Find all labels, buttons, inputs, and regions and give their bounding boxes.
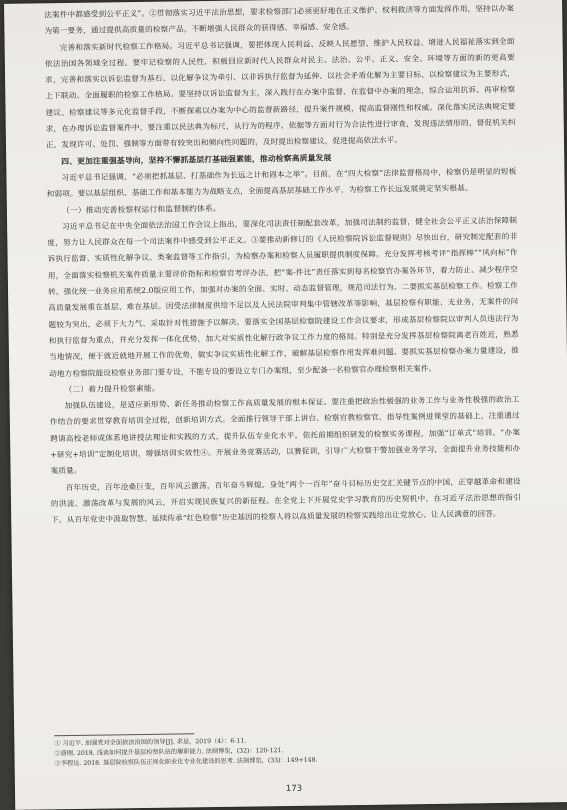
paragraph: 加强队伍建设，是适应新形势、新任务推动检察工作高质量发展的根本保证。要注重把政治性极强的业务工作与业务性极强的政治工作结合的要求贯穿教育培训全过程，创新培训方式。全面推行领导干部上讲台、检察官教检察官、指导性案例进课堂的基础上，注重通过聘请高校老师或体系地讲授法理论和实践的方式，提升队伍专业化水平。依托前期组织研发的检察实务课程，加强“订单式”培训、“办案+研究+培训”定制化培训，增强培训实效性④。开展业务竞赛活动，以赛促训，引导广大检察干警加强业务学习，全面提升业务技能和办案质量。: [49, 394, 521, 476]
body-text: [44, 1, 521, 529]
footnote: ③李程远. 2018. 基层院检察队伍正规化职业化专业化建设的思考. 法制博览，(33)：149+148.: [54, 756, 318, 768]
page-number: 173: [285, 783, 303, 795]
subsection-heading: （二）着力提升检察素能。: [64, 383, 160, 394]
book-page: [4, 0, 567, 810]
footnotes: [54, 733, 524, 770]
paragraph: 百年历史，百年沧桑巨变，百年风云激荡，百年奋斗辉煌。身处“两个一百年”奋斗目标历史交汇关键节点的中国，正穿越革命和建设的洪流、激荡改革与发展的风云，开启实现民族复兴的新征程。在全党上下开展党史学习教育的历史契机中，在习近平法治思想的指引下，从百年党史中汲取智慧、延续传承“红色检察”历史基因的检察人将以高质量发展的检察实践给出让党放心、让人民满意的回答。: [50, 476, 522, 525]
paragraph: 法案件中都感受到公平正义”。②贯彻落实习近平法治思想，要求检察部门必须更好地在正义维护、权利救济等方面发挥作用，坚持以办案为第一要务，通过提供高质量的检察产品，不断增强人民群众的获得感、幸福感、安全感。: [44, 3, 515, 36]
paragraph: 习近平总书记强调，“必须把抓基层、打基础作为长远之计和固本之举”。目前，在“四大检察”法律监督格局中，检察仍是明显的短板和弱项。要以基层组织、基础工作和基本能力为战略支点，全面提高基层基础工作水平，为检察工作长远发展奠定坚实根基。: [46, 166, 517, 199]
paragraph: 完善和落实新时代检察工作格局。习近平总书记强调，要把体现人民利益、反映人民愿望、维护人民权益、增进人民福祉落实到全面依法治国各领域全过程。要牢记检察的人民性，积极回应新时代人民群众对民主、法治、公平、正义、安全、环境等方面的新的更高要求，完善和落实以诉讼监督为基石、以化解争议为牵引、以非诉执行监督为延伸、以社会矛盾化解为主要目标、以检察建议为主要形式，上下联动、全面履职的检察工作格局。要坚持以诉讼监督为主，深入践行在办案中监督、在监督中办案的理念，综合运用抗诉、再审检察建议、检察建议等多元化监督手段，不断探索以办案为中心的监督新路径，提升案件规模，提高监督刚性和权威。深化落实民法典规定要求，在办理诉讼监督案件中，要注重以民法典为标尺，从行为的程序、依据等方面对行为合法性进行审查，发现违法情形的，督促机关纠正，发现许可、处罚、强制等方面带有较突出和倾向性问题的，及时提出检察建议，促进提高依法水平。: [44, 36, 516, 150]
paragraph: 习近平总书记在中央全面依法治国工作会议上指出，要深化司法责任制配套改革，加强司法制约监督，健全社会公平正义法治保障制度，努力让人民群众在每一个司法案件中感受到公平正义。③要推动新修订的《人民检察院诉讼监督规则》尽快出台，研究制定配套的非诉执行监督、实质性化解争议、类案监督等工作指引，为检察办案和检察人员履职提供制度保障。充分发挥考核考评“指挥棒”“风向标”作用，全面落实检察机关案件质量主要评价指标和检察官考评办法，把“案-件比”责任落实到每名检察官办案各环节，着力防止、减少程序空转。强化统一业务应用系统2.0版应用工作，加强对办案的全面、实时、动态监督管理，规范司法行为。二要抓实基层检察工作。检察工作高质量发展重在基层、难在基层。因受法律制度供给不足以及人民法院审判集中管辖改革等影响，基层检察有职能、无业务，无案件的问题较为突出，必须下大力气、采取针对性措施予以解决。要落实全国基层检察院建设工作会议要求，形成基层检察院以审判人员违法行为和执行监督为重点，并充分发挥一体化优势，加大对实质性化解行政争议工作力度的格局。特别是充分发挥基层检察院离老百姓近，熟悉当地情况，便于就近就地开展工作的优势，做实争议实质性化解工作，破解基层检察作用发挥难问题。要抓实基层检察办案力量建设，推动地方检察院能设检察业务部门要专设，不能专设的要设立专门办案组，至少配备一名检察官办理检察相关案件。: [47, 215, 519, 378]
section-heading: 四、更加注重强基导向，坚持不懈抓基层打基础强素能，推动检察高质量发展: [61, 153, 332, 166]
subsection-heading: （一）推动完善检察权运行和监督制约体系。: [61, 203, 221, 215]
footnote-divider: [54, 733, 194, 736]
footnote: ②唐刚. 2018. 浅谈如何提升基层检察队伍的履职能力. 法制博览，(32)：120-121.: [54, 747, 284, 758]
footnote: ① 习近平. 加强党对全面依法治国的领导[J]. 求是，2019（4）：6-11.: [54, 737, 247, 748]
